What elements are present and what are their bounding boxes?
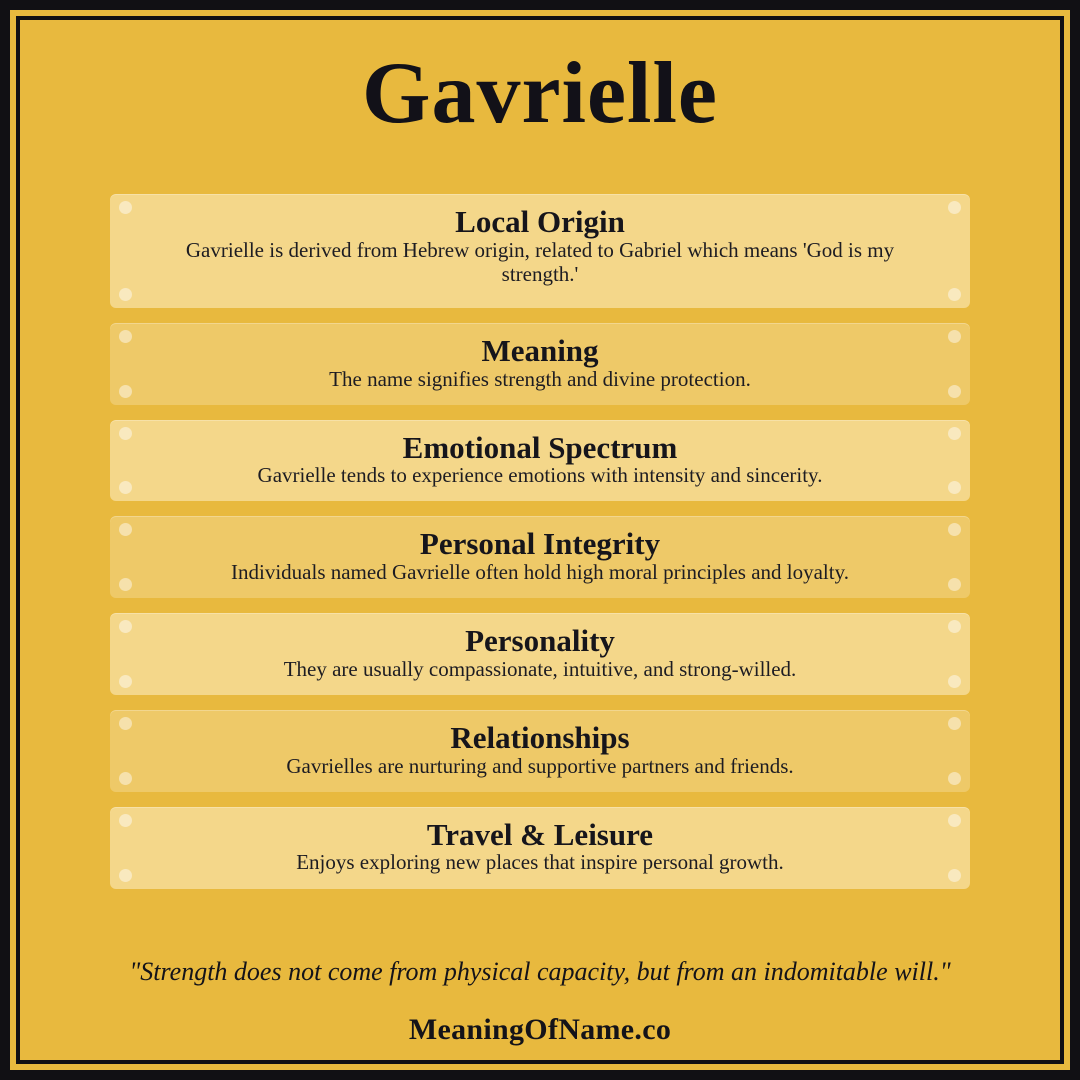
section-text: They are usually compassionate, intuitive, and strong-willed. <box>283 656 797 681</box>
rivet-icon <box>119 869 132 882</box>
section-text: Gavrielle is derived from Hebrew origin, related to Gabriel which means 'God is my strength.' <box>185 237 895 286</box>
section-heading: Emotional Spectrum <box>402 429 678 465</box>
rivet-icon <box>948 675 961 688</box>
rivet-icon <box>948 772 961 785</box>
poster-inner-frame <box>16 16 1064 1064</box>
section-heading: Local Origin <box>455 204 625 239</box>
footer <box>20 956 1060 1047</box>
section-card-relationships <box>110 710 970 792</box>
section-heading: Personality <box>465 623 615 659</box>
section-text: Gavrielle tends to experience emotions with intensity and sincerity. <box>257 463 823 488</box>
rivet-icon <box>948 288 961 301</box>
page-title: Gavrielle <box>362 45 718 142</box>
rivet-icon <box>948 869 961 882</box>
rivet-icon <box>948 578 961 591</box>
section-heading: Travel & Leisure <box>426 816 654 852</box>
section-card-personal-integrity <box>110 516 970 598</box>
section-heading: Relationships <box>450 720 630 756</box>
section-text: The name signifies strength and divine protection. <box>329 366 751 391</box>
section-heading: Personal Integrity <box>419 526 661 562</box>
rivet-icon <box>119 578 132 591</box>
rivet-icon <box>119 385 132 398</box>
footer-brand: MeaningOfName.co <box>408 1012 672 1046</box>
section-card-personality <box>110 613 970 695</box>
section-card-local-origin <box>110 194 970 308</box>
rivet-icon <box>948 481 961 494</box>
section-text: Gavrielles are nurturing and supportive partners and friends. <box>286 753 794 778</box>
rivet-icon <box>119 288 132 301</box>
section-card-travel-and-leisure <box>110 807 970 889</box>
rivet-icon <box>119 772 132 785</box>
footer-quote: "Strength does not come from physical capacity, but from an indomitable will." <box>129 956 951 986</box>
section-card-meaning <box>110 323 970 405</box>
section-text: Enjoys exploring new places that inspire personal growth. <box>296 850 784 875</box>
rivet-icon <box>119 675 132 688</box>
section-heading: Meaning <box>481 332 599 368</box>
section-text: Individuals named Gavrielle often hold high moral principles and loyalty. <box>231 560 849 585</box>
rivet-icon <box>119 481 132 494</box>
section-card-emotional-spectrum <box>110 420 970 502</box>
rivet-icon <box>948 385 961 398</box>
sections-list <box>20 194 1060 904</box>
